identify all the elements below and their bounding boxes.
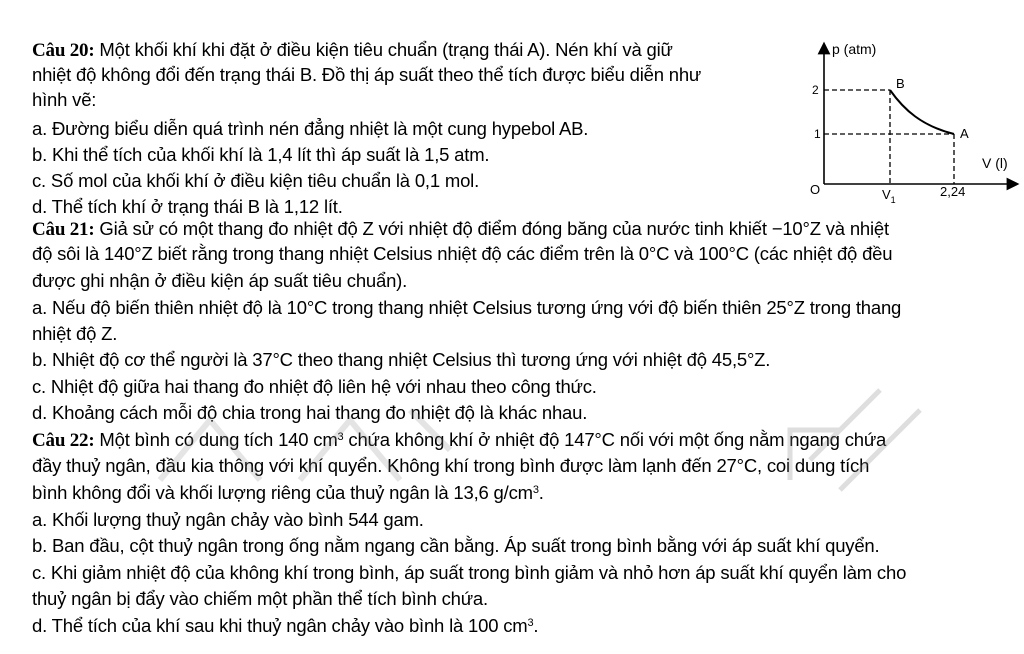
q22-option-a: a. Khối lượng thuỷ ngân chảy vào bình 544 gam. <box>32 509 424 530</box>
q22-option-d <box>32 614 538 638</box>
y-axis-label: p (atm) <box>832 41 877 57</box>
x-axis-label: V (l) <box>982 155 1008 171</box>
watermark-logo-icon <box>770 360 940 500</box>
q22-option-c-2: thuỷ ngân bị đẩy vào chiếm một phần thể tích bình chứa. <box>32 588 488 609</box>
q22-stem-3-rest: . <box>538 482 544 503</box>
tick-x-224: 2,24 <box>940 184 966 199</box>
q22-option-d-text: d. Thể tích của khí sau khi thuỷ ngân chảy vào bình là 100 cm <box>32 615 528 636</box>
q22-stem-1: Một bình có dung tích 140 cm <box>94 429 338 450</box>
q20-option-b: b. Khi thể tích của khối khí là 1,4 lít thì áp suất là 1,5 atm. <box>32 144 490 165</box>
q21-line-1 <box>32 217 889 242</box>
q20-stem-2: nhiệt độ không đổi đến trạng thái B. Đồ thị áp suất theo thể tích được biểu diễn như <box>32 64 702 85</box>
q20-stem-3: hình vẽ: <box>32 89 97 110</box>
tick-y-1: 1 <box>814 127 821 141</box>
q20-option-d: d. Thể tích khí ở trạng thái B là 1,12 lít. <box>32 196 343 217</box>
q21-stem-3: được ghi nhận ở điều kiện áp suất tiêu chuẩn). <box>32 270 408 291</box>
isotherm-arc-ab <box>890 90 954 134</box>
q22-stem-1-rest: chứa không khí ở nhiệt độ 147°C nối với một ống nằm ngang chứa <box>343 429 887 450</box>
point-b-label: B <box>896 76 905 91</box>
q22-stem-3-sup: 3 <box>532 484 539 496</box>
watermark-shape-icon <box>150 390 470 500</box>
q22-title: Câu 22: <box>32 430 95 451</box>
q21-stem-2: độ sôi là 140°Z biết rằng trong thang nhiệt Celsius nhiệt độ các điểm trên là 0°C và 100°C (các nhiệt độ đều <box>32 243 893 264</box>
q22-option-d-rest: . <box>533 615 539 636</box>
q21-stem-1: Giả sử có một thang đo nhiệt độ Z với nhiệt độ điểm đóng băng của nước tinh khiết −10°Z và nhiệt <box>94 218 889 239</box>
q22-option-b: b. Ban đầu, cột thuỷ ngân trong ống nằm ngang cần bằng. Áp suất trong bình bằng với áp suất khí quyển. <box>32 535 880 556</box>
q22-option-c-1: c. Khi giảm nhiệt độ của không khí trong bình, áp suất trong bình giảm và nhỏ hơn áp suất khí quyển làm cho <box>32 562 907 583</box>
pressure-volume-graph <box>808 36 1020 206</box>
q20-option-c: c. Số mol của khối khí ở điều kiện tiêu chuẩn là 0,1 mol. <box>32 170 480 191</box>
q20-line-1 <box>32 38 673 63</box>
q20-title: Câu 20: <box>32 40 95 61</box>
q21-option-d: d. Khoảng cách mỗi độ chia trong hai thang đo nhiệt độ là khác nhau. <box>32 402 588 423</box>
q20-stem-1: Một khối khí khi đặt ở điều kiện tiêu chuẩn (trạng thái A). Nén khí và giữ <box>94 39 673 60</box>
q22-stem-3: bình không đổi và khối lượng riêng của thuỷ ngân là 13,6 g/cm <box>32 482 533 503</box>
origin-label: O <box>810 182 821 197</box>
q22-stem-1-sup: 3 <box>337 431 344 443</box>
q22-option-d-sup: 3 <box>527 617 534 629</box>
q21-option-a-1: a. Nếu độ biến thiên nhiệt độ là 10°C trong thang nhiệt Celsius tương ứng với độ biến thiên 25°Z trong thang <box>32 297 902 318</box>
q21-option-c: c. Nhiệt độ giữa hai thang đo nhiệt độ liên hệ với nhau theo công thức. <box>32 376 597 397</box>
q22-stem-2: đầy thuỷ ngân, đầu kia thông với khí quyển. Không khí trong bình được làm lạnh đến 27°C, coi dung tích <box>32 455 870 476</box>
q21-option-b: b. Nhiệt độ cơ thể người là 37°C theo thang nhiệt Celsius thì tương ứng với nhiệt độ 45,5°Z. <box>32 349 771 370</box>
point-a-label: A <box>960 126 969 141</box>
tick-y-2: 2 <box>812 83 819 97</box>
q21-option-a-2: nhiệt độ Z. <box>32 323 118 344</box>
tick-x-v1: $V_1$ <box>882 187 896 205</box>
q21-title: Câu 21: <box>32 219 95 240</box>
q20-option-a: a. Đường biểu diễn quá trình nén đẳng nhiệt là một cung hypebol AB. <box>32 118 589 139</box>
